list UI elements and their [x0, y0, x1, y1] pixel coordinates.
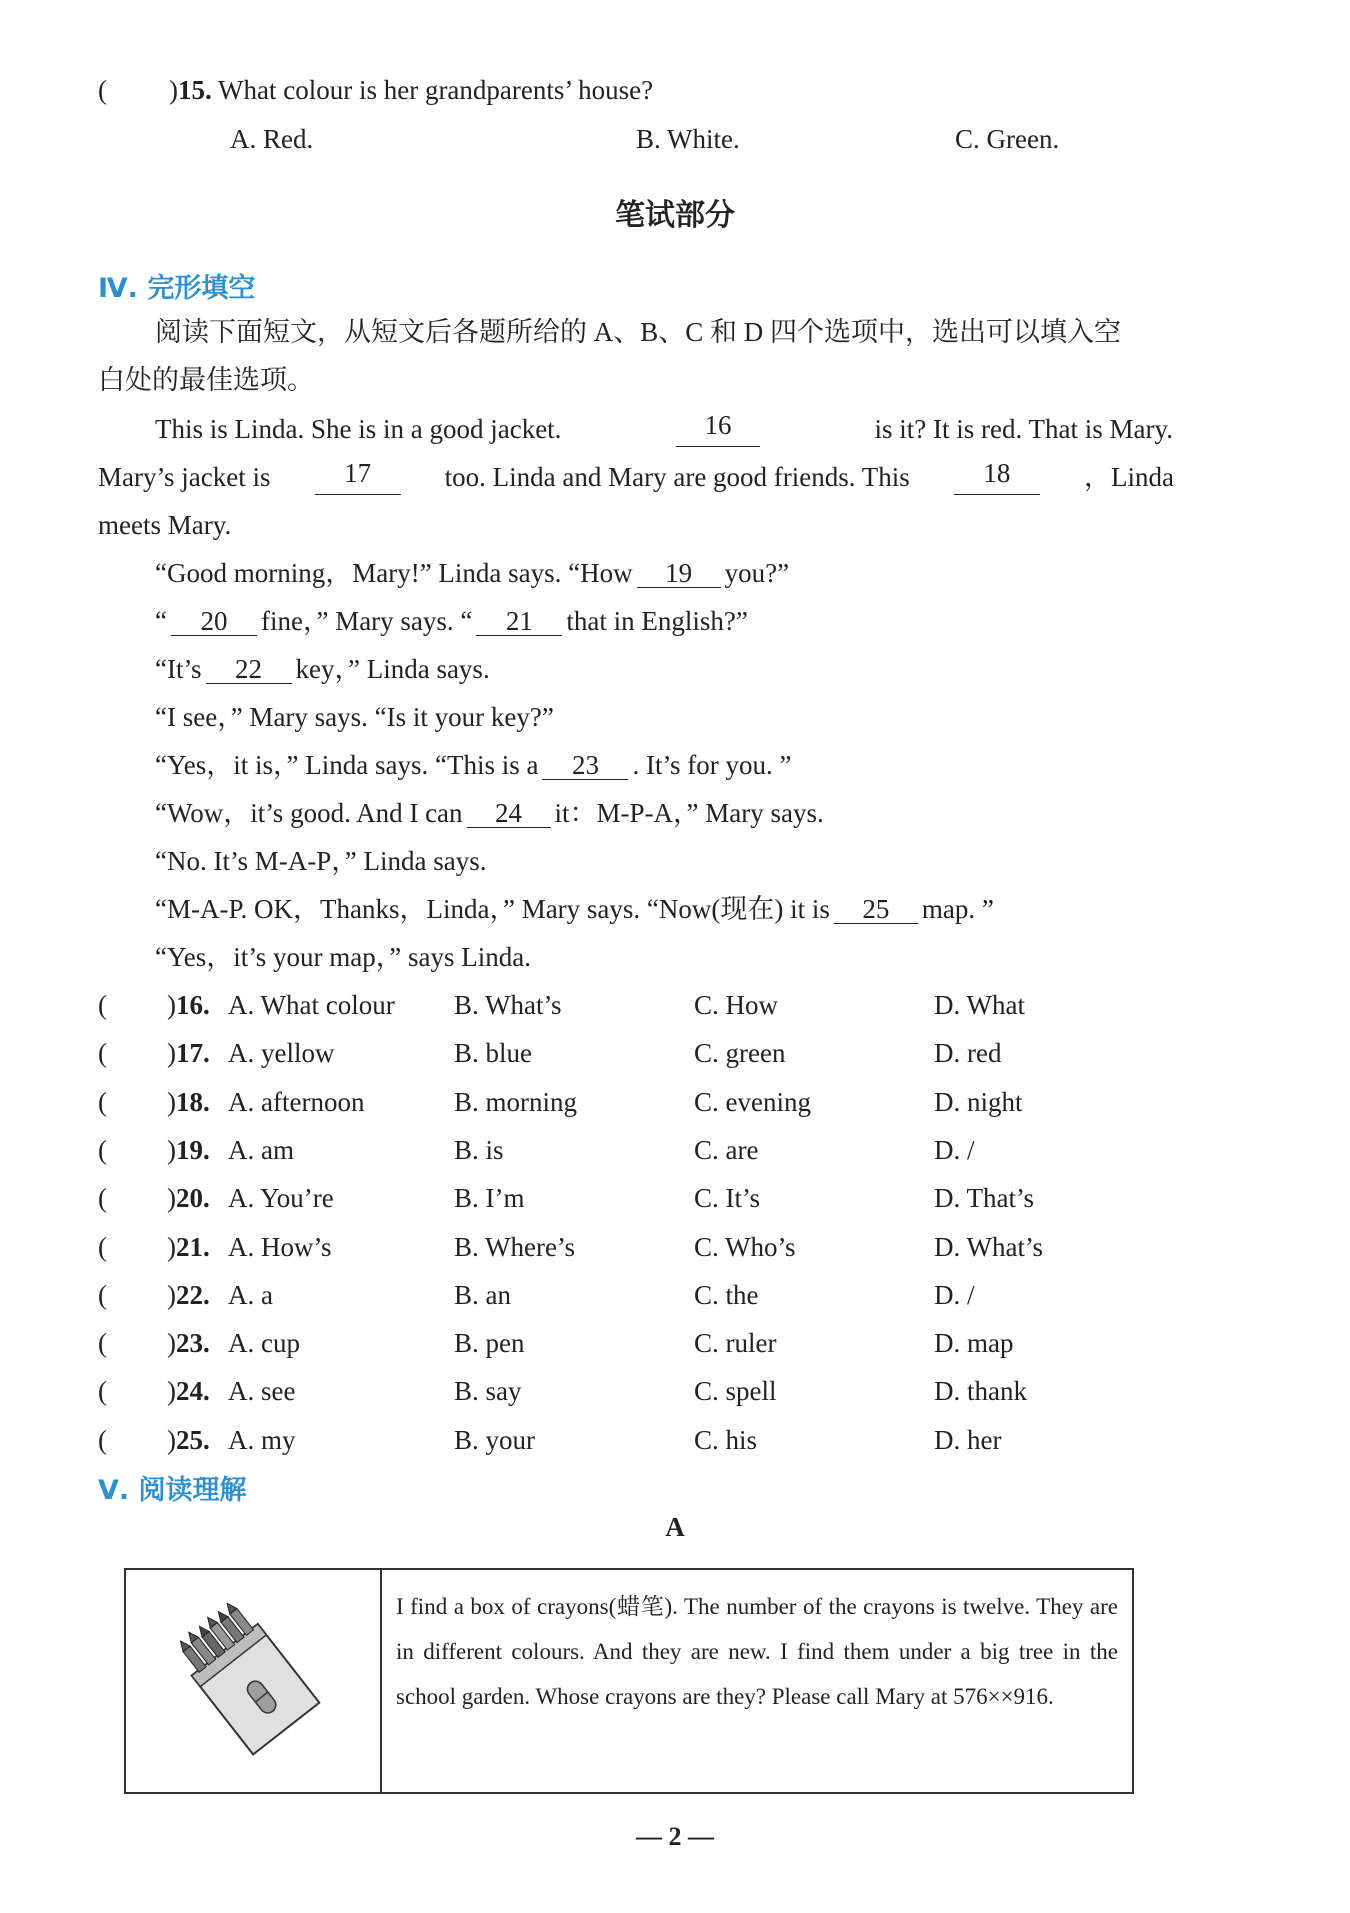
option-a: A. a — [228, 1280, 273, 1310]
notice-text: I find a box of crayons(蜡笔). The number of the crayons is twelve. They are in different colours. And they are new. I find them under a big tree in the school garden. Whose crayons are they? Please call Mary at 576××916. — [396, 1594, 1118, 1709]
answer-paren-close: ) — [167, 1087, 176, 1117]
blank-18[interactable]: 18 — [954, 459, 1040, 495]
option-c: C. are — [694, 1135, 759, 1165]
answer-paren-open: ( — [98, 1376, 107, 1406]
option-c: C. Green. — [955, 124, 1060, 154]
instructions-line-2: 白处的最佳选项。 — [98, 365, 314, 395]
reading-subtitle: A — [665, 1512, 685, 1542]
answer-paren-close: ) — [167, 1376, 176, 1406]
passage-text: it：M-P-A，” Mary says. — [554, 798, 824, 828]
option-d: D. thank — [934, 1376, 1027, 1406]
option-b: B. What’s — [454, 990, 562, 1020]
option-b: B. your — [454, 1425, 535, 1455]
passage-text: that in English?” — [566, 606, 748, 636]
option-a: A. yellow — [228, 1038, 335, 1068]
dialogue-line-4: “I see，” Mary says. “Is it your key?” — [155, 702, 554, 732]
blank-16[interactable]: 16 — [676, 411, 760, 447]
blank-19[interactable]: 19 — [637, 559, 721, 588]
question-number: 18. — [176, 1087, 210, 1117]
option-c: C. the — [694, 1280, 759, 1310]
passage-text: you?” — [724, 558, 790, 588]
answer-paren-close: ) — [167, 1425, 176, 1455]
option-c: C. ruler — [694, 1328, 777, 1358]
dialogue-line-6 — [155, 795, 824, 831]
question-number: 24. — [176, 1376, 210, 1406]
dialogue-line-3 — [155, 651, 490, 687]
instructions-line-1: 阅读下面短文，从短文后各题所给的 A、B、C 和 D 四个选项中，选出可以填入空 — [155, 317, 1122, 347]
answer-paren-close: ) — [169, 75, 178, 105]
option-a: A. see — [228, 1376, 296, 1406]
option-c: C. his — [694, 1425, 758, 1455]
answer-space[interactable] — [108, 1422, 166, 1458]
question-label — [167, 1373, 210, 1409]
option-a: A. How’s — [228, 1232, 332, 1262]
answer-space[interactable] — [108, 1084, 166, 1120]
answer-space[interactable] — [108, 987, 166, 1023]
blank-22[interactable]: 22 — [206, 655, 292, 684]
question-number: 17. — [176, 1038, 210, 1068]
answer-paren-close: ) — [167, 1135, 176, 1165]
question-label — [167, 1277, 210, 1313]
question-label — [167, 1180, 210, 1216]
answer-space[interactable] — [108, 1373, 166, 1409]
option-b: B. an — [454, 1280, 511, 1310]
answer-paren-open: ( — [98, 1232, 107, 1262]
option-c: C. spell — [694, 1376, 777, 1406]
option-b: B. Where’s — [454, 1232, 575, 1262]
option-a: A. am — [228, 1135, 294, 1165]
question-number: 15. — [178, 75, 212, 105]
passage-text: is it? It is red. That is Mary. — [874, 414, 1173, 444]
passage-line-2 — [98, 459, 1174, 495]
passage-text: Mary’s jacket is — [98, 462, 271, 492]
option-b: B. say — [454, 1376, 522, 1406]
passage-text: fine，” Mary says. “ — [260, 606, 473, 636]
question-number: 22. — [176, 1280, 210, 1310]
option-b: B. I’m — [454, 1183, 525, 1213]
passage-text: too. Linda and Mary are good friends. This — [444, 462, 910, 492]
option-d: D. / — [934, 1135, 975, 1165]
dialogue-line-5 — [155, 747, 791, 783]
passage-text: “M-A-P. OK，Thanks，Linda，” Mary says. “Now(现在) it is — [155, 894, 830, 924]
blank-20[interactable]: 20 — [171, 607, 257, 636]
answer-paren-open: ( — [98, 1135, 107, 1165]
option-b: B. morning — [454, 1087, 578, 1117]
notice-image-cell — [126, 1570, 382, 1792]
question-label — [167, 1325, 210, 1361]
question-label — [167, 1229, 210, 1265]
passage-text: ，Linda — [1084, 462, 1174, 492]
answer-paren-open: ( — [98, 1280, 107, 1310]
option-a: A. You’re — [228, 1183, 334, 1213]
question-number: 20. — [176, 1183, 210, 1213]
option-b: B. White. — [636, 124, 740, 154]
option-d: D. night — [934, 1087, 1023, 1117]
passage-text: “Wow，it’s good. And I can — [155, 798, 463, 828]
section-5-heading: Ⅴ. 阅读理解 — [98, 1475, 247, 1506]
option-c: C. Who’s — [694, 1232, 796, 1262]
answer-paren-close: ) — [167, 1183, 176, 1213]
option-b: B. blue — [454, 1038, 532, 1068]
question-number: 19. — [176, 1135, 210, 1165]
passage-text: key，” Linda says. — [295, 654, 490, 684]
answer-space[interactable] — [108, 1180, 166, 1216]
option-d: D. That’s — [934, 1183, 1034, 1213]
answer-paren-open: ( — [98, 1183, 107, 1213]
dialogue-line-1 — [155, 555, 789, 591]
option-b: B. pen — [454, 1328, 525, 1358]
answer-space[interactable] — [108, 1229, 166, 1265]
question-number: 21. — [176, 1232, 210, 1262]
option-a: A. Red. — [230, 124, 314, 154]
blank-17[interactable]: 17 — [315, 459, 401, 495]
answer-paren-open: ( — [98, 1087, 107, 1117]
answer-paren-open: ( — [98, 75, 107, 105]
passage-line-1 — [155, 411, 1173, 447]
option-d: D. What — [934, 990, 1025, 1020]
question-15 — [98, 72, 653, 108]
answer-space[interactable] — [108, 1325, 166, 1361]
answer-space[interactable] — [108, 1132, 166, 1168]
question-label — [167, 1422, 210, 1458]
section-title: 笔试部分 — [615, 198, 735, 233]
option-d: D. red — [934, 1038, 1002, 1068]
option-a: A. What colour — [228, 990, 395, 1020]
dialogue-line-2 — [155, 603, 748, 639]
answer-paren-open: ( — [98, 1328, 107, 1358]
answer-paren-open: ( — [98, 1038, 107, 1068]
passage-text: “Yes，it is，” Linda says. “This is a — [155, 750, 539, 780]
answer-paren-close: ) — [167, 1328, 176, 1358]
blank-24[interactable]: 24 — [467, 799, 551, 828]
answer-paren-close: ) — [167, 1232, 176, 1262]
passage-text: This is Linda. She is in a good jacket. — [155, 414, 562, 444]
answer-paren-open: ( — [98, 990, 107, 1020]
option-a: A. cup — [228, 1328, 300, 1358]
answer-paren-close: ) — [167, 1038, 176, 1068]
passage-line-3: meets Mary. — [98, 510, 232, 540]
passage-text: “Good morning，Mary!” Linda says. “How — [155, 558, 633, 588]
option-a: A. my — [228, 1425, 296, 1455]
question-text: What colour is her grandparents’ house? — [218, 75, 654, 105]
option-b: B. is — [454, 1135, 504, 1165]
passage-text: map. ” — [921, 894, 994, 924]
question-label — [167, 1084, 210, 1120]
answer-paren-close: ) — [167, 990, 176, 1020]
option-c: C. It’s — [694, 1183, 761, 1213]
option-c: C. evening — [694, 1087, 811, 1117]
passage-text: . It’s for you. ” — [632, 750, 792, 780]
option-d: D. her — [934, 1425, 1002, 1455]
question-number: 25. — [176, 1425, 210, 1455]
dialogue-line-9: “Yes，it’s your map，” says Linda. — [155, 942, 531, 972]
option-a: A. afternoon — [228, 1087, 365, 1117]
option-d: D. map — [934, 1328, 1014, 1358]
passage-text: “It’s — [155, 654, 202, 684]
notice-box — [124, 1568, 1134, 1794]
section-4-heading: Ⅳ. 完形填空 — [98, 273, 256, 304]
option-c: C. green — [694, 1038, 786, 1068]
option-d: D. / — [934, 1280, 975, 1310]
answer-paren-close: ) — [167, 1280, 176, 1310]
option-d: D. What’s — [934, 1232, 1043, 1262]
dialogue-line-8 — [155, 891, 994, 927]
passage-text: “ — [155, 606, 167, 636]
dialogue-line-7: “No. It’s M-A-P，” Linda says. — [155, 846, 487, 876]
answer-paren-open: ( — [98, 1425, 107, 1455]
option-c: C. How — [694, 990, 779, 1020]
question-number: 16. — [176, 990, 210, 1020]
question-label — [167, 1035, 210, 1071]
question-label — [167, 1132, 210, 1168]
blank-25[interactable]: 25 — [834, 895, 918, 924]
question-number: 23. — [176, 1328, 210, 1358]
blank-21[interactable]: 21 — [476, 607, 562, 636]
blank-23[interactable]: 23 — [542, 751, 628, 780]
page-number: — 2 — — [636, 1822, 714, 1851]
question-label — [167, 987, 210, 1023]
answer-space[interactable] — [108, 1277, 166, 1313]
answer-space[interactable] — [108, 1035, 166, 1071]
crayon-box-icon — [126, 1570, 380, 1792]
